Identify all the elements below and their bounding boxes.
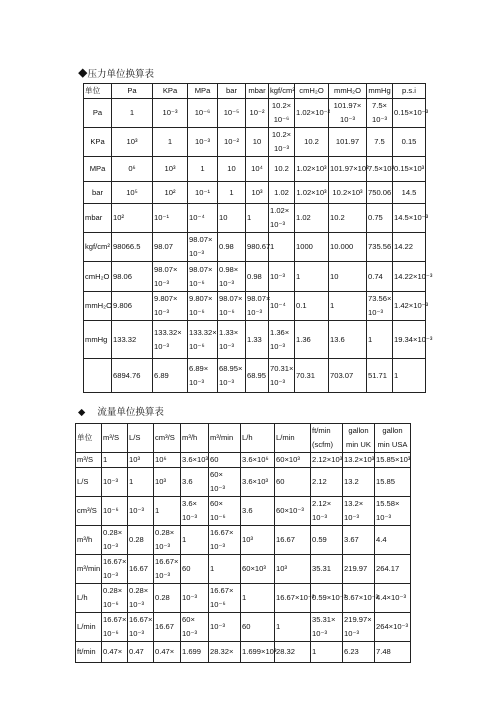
value-cell: 28.32×: [209, 642, 241, 663]
value-cell: 10⁻¹: [188, 182, 218, 204]
pressure-table-title: [78, 66, 154, 80]
value-cell: 60: [209, 453, 241, 468]
value-cell: 1.02×10³: [295, 182, 329, 204]
table-row: [76, 468, 411, 497]
value-cell: 1.699: [181, 642, 209, 663]
header-cell: L/S: [128, 424, 154, 453]
value-cell: 10⁻³: [181, 584, 209, 613]
value-cell: 264×10⁻³: [375, 613, 411, 642]
table-row: [84, 182, 426, 204]
value-cell: 980.67: [246, 233, 269, 262]
header-cell: L/h: [241, 424, 275, 453]
value-cell: 16.67× 10⁻⁶: [102, 613, 128, 642]
value-cell: 9.806: [112, 292, 153, 321]
header-cell: kgf/cm²: [269, 84, 295, 99]
value-cell: 735.56: [367, 233, 393, 262]
value-cell: 16.67: [154, 613, 181, 642]
value-cell: 9.807× 10⁻⁶: [188, 292, 218, 321]
value-cell: 1.36× 10⁻³: [269, 321, 295, 359]
value-cell: 15.85×10³: [375, 453, 411, 468]
value-cell: 1: [246, 204, 269, 233]
value-cell: 0.74: [367, 262, 393, 292]
value-cell: 16.67× 10⁻⁶: [209, 584, 241, 613]
value-cell: 60× 10⁻³: [181, 613, 209, 642]
table-row: [76, 497, 411, 526]
value-cell: 10⁵: [112, 182, 153, 204]
value-cell: 6.89: [153, 359, 188, 393]
value-cell: 10: [246, 128, 269, 157]
value-cell: 1: [393, 359, 426, 393]
table-row: [76, 526, 411, 555]
value-cell: 1.36: [295, 321, 329, 359]
value-cell: 98.07: [153, 233, 188, 262]
value-cell: 3.6: [241, 497, 275, 526]
value-cell: 10⁴: [246, 157, 269, 182]
header-cell: m³/min: [209, 424, 241, 453]
value-cell: 133.32× 10⁻⁶: [188, 321, 218, 359]
value-cell: 16.67× 10⁻³: [209, 526, 241, 555]
value-cell: 1: [188, 157, 218, 182]
value-cell: 68.95: [246, 359, 269, 393]
value-cell: 3.6×10³: [241, 468, 275, 497]
pressure-conversion-table: [83, 83, 433, 393]
row-label-cell: m³/h: [76, 526, 102, 555]
value-cell: 10.000: [329, 233, 367, 262]
pressure-table-header: [84, 84, 426, 99]
table-row: [76, 555, 411, 584]
pressure-title-text: ◆压力单位换算表: [78, 70, 155, 80]
value-cell: 60× 10⁻³: [209, 468, 241, 497]
header-cell: mmHg: [367, 84, 393, 99]
value-cell: 0.59: [311, 526, 343, 555]
value-cell: 10³: [246, 182, 269, 204]
value-cell: 15.58× 10⁻³: [375, 497, 411, 526]
value-cell: 3.67×10⁻³: [343, 584, 375, 613]
value-cell: 3.67: [343, 526, 375, 555]
table-row: [84, 204, 426, 233]
value-cell: 10²: [112, 204, 153, 233]
diamond-icon: ◆: [78, 408, 86, 418]
header-cell: m³/h: [181, 424, 209, 453]
value-cell: 13.6: [329, 321, 367, 359]
value-cell: 28.32: [275, 642, 311, 663]
value-cell: 0.28× 10⁻⁶: [102, 584, 128, 613]
value-cell: 0⁶: [112, 157, 153, 182]
value-cell: 98.06: [112, 262, 153, 292]
value-cell: 1.02×10³: [295, 157, 329, 182]
value-cell: 2.12: [311, 468, 343, 497]
value-cell: 16.67× 10⁻³: [128, 613, 154, 642]
value-cell: 14.22: [393, 233, 426, 262]
row-label-cell: [84, 359, 112, 393]
header-cell: cmH₂O: [295, 84, 329, 99]
value-cell: 0.47×: [154, 642, 181, 663]
value-cell: 2.12× 10⁻³: [311, 497, 343, 526]
value-cell: 10: [218, 157, 246, 182]
value-cell: 10³: [128, 453, 154, 468]
value-cell: 10⁻³: [153, 99, 188, 128]
value-cell: 1.02: [295, 204, 329, 233]
value-cell: 19.34×10⁻³: [393, 321, 426, 359]
table-row: [84, 262, 426, 292]
table-row: [84, 292, 426, 321]
value-cell: 10⁻²: [246, 99, 269, 128]
table-row: [76, 453, 411, 468]
value-cell: 60×10⁻³: [275, 497, 311, 526]
row-label-cell: mmH₂O: [84, 292, 112, 321]
value-cell: 0.75: [367, 204, 393, 233]
value-cell: 0.59×10⁻³: [311, 584, 343, 613]
value-cell: 0.15×10⁻³: [393, 99, 426, 128]
value-cell: 750.06: [367, 182, 393, 204]
value-cell: 0.1: [295, 292, 329, 321]
header-cell: Pa: [112, 84, 153, 99]
value-cell: 1000: [295, 233, 329, 262]
value-cell: 1: [275, 613, 311, 642]
value-cell: 4.4×10⁻³: [375, 584, 411, 613]
value-cell: 60× 10⁻⁶: [209, 497, 241, 526]
row-label-cell: cmH₂O: [84, 262, 112, 292]
value-cell: 16.67: [275, 526, 311, 555]
value-cell: 3.6×10³: [181, 453, 209, 468]
value-cell: 60: [275, 468, 311, 497]
header-cell: m³/S: [102, 424, 128, 453]
value-cell: 60×10³: [275, 453, 311, 468]
table-row: [84, 128, 426, 157]
value-cell: 0.28× 10⁻³: [128, 584, 154, 613]
row-label-cell: ft/min: [76, 642, 102, 663]
value-cell: 264.17: [375, 555, 411, 584]
value-cell: 51.71: [367, 359, 393, 393]
flow-conversion-table: [75, 423, 411, 663]
value-cell: 0.28× 10⁻³: [154, 526, 181, 555]
value-cell: 1.02× 10⁻³: [269, 204, 295, 233]
header-cell: mmH₂O: [329, 84, 367, 99]
value-cell: 16.67×10⁻³: [275, 584, 311, 613]
value-cell: 1: [209, 555, 241, 584]
row-label-cell: mmHg: [84, 321, 112, 359]
value-cell: 15.85: [375, 468, 411, 497]
value-cell: 1: [102, 453, 128, 468]
header-cell: gallon min USA: [375, 424, 411, 453]
value-cell: 10³: [112, 128, 153, 157]
value-cell: 101.97× 10⁻³: [329, 99, 367, 128]
table-row: [76, 642, 411, 663]
value-cell: 10⁻⁴: [188, 204, 218, 233]
value-cell: 1: [153, 128, 188, 157]
table-row: [84, 157, 426, 182]
value-cell: 1: [181, 526, 209, 555]
value-cell: 10: [329, 262, 367, 292]
header-cell: cm³/S: [154, 424, 181, 453]
value-cell: 6.89× 10⁻³: [188, 359, 218, 393]
value-cell: 10²: [153, 182, 188, 204]
value-cell: 1: [311, 642, 343, 663]
value-cell: 14.22×10⁻³: [393, 262, 426, 292]
value-cell: 0.15×10³: [393, 157, 426, 182]
value-cell: 2.12×10³: [311, 453, 343, 468]
value-cell: 0.98: [218, 233, 246, 262]
value-cell: 98.07× 10⁻⁶: [188, 262, 218, 292]
row-label-cell: Pa: [84, 99, 112, 128]
value-cell: 6894.76: [112, 359, 153, 393]
value-cell: 10³: [275, 555, 311, 584]
value-cell: 1.33: [246, 321, 269, 359]
value-cell: 10⁻⁶: [188, 99, 218, 128]
value-cell: 0.28× 10⁻³: [102, 526, 128, 555]
value-cell: 3.6×10⁶: [241, 453, 275, 468]
value-cell: 1.42×10⁻³: [393, 292, 426, 321]
value-cell: 3.6× 10⁻³: [181, 497, 209, 526]
header-cell: MPa: [188, 84, 218, 99]
value-cell: 10.2× 10⁻⁶: [269, 99, 295, 128]
value-cell: 14.5×10⁻³: [393, 204, 426, 233]
value-cell: 98.07× 10⁻³: [188, 233, 218, 262]
value-cell: 98.07× 10⁻⁶: [218, 292, 246, 321]
value-cell: 9.807× 10⁻³: [153, 292, 188, 321]
value-cell: 10⁻³: [128, 497, 154, 526]
value-cell: 60: [181, 555, 209, 584]
value-cell: 7.5: [367, 128, 393, 157]
value-cell: 98.07× 10⁻³: [153, 262, 188, 292]
header-cell: 单位: [76, 424, 102, 453]
value-cell: 73.56× 10⁻³: [367, 292, 393, 321]
value-cell: 1.699×10³: [241, 642, 275, 663]
value-cell: 1: [241, 584, 275, 613]
value-cell: 16.67: [128, 555, 154, 584]
header-cell: p.s.i: [393, 84, 426, 99]
value-cell: 0.47: [128, 642, 154, 663]
value-cell: 10.2: [269, 157, 295, 182]
value-cell: 703.07: [329, 359, 367, 393]
value-cell: 35.31× 10⁻³: [311, 613, 343, 642]
value-cell: 219.97× 10⁻³: [343, 613, 375, 642]
value-cell: 13.2×10³: [343, 453, 375, 468]
value-cell: 10.2× 10⁻³: [269, 128, 295, 157]
value-cell: 101.97×10³: [329, 157, 367, 182]
value-cell: 35.31: [311, 555, 343, 584]
value-cell: 133.32: [112, 321, 153, 359]
table-row: [84, 99, 426, 128]
pressure-table-body: [84, 99, 433, 393]
value-cell: 10⁶: [154, 453, 181, 468]
value-cell: 13.2: [343, 468, 375, 497]
value-cell: 10⁻³: [209, 613, 241, 642]
row-label-cell: L/min: [76, 613, 102, 642]
value-cell: 1.33× 10⁻³: [218, 321, 246, 359]
value-cell: 1: [269, 233, 295, 262]
header-cell: KPa: [153, 84, 188, 99]
row-label-cell: L/S: [76, 468, 102, 497]
table-row: [76, 613, 411, 642]
value-cell: 10³: [153, 157, 188, 182]
value-cell: 10⁻⁶: [102, 497, 128, 526]
value-cell: 10⁻¹: [153, 204, 188, 233]
flow-table-title: [78, 404, 164, 418]
value-cell: 10⁻³: [188, 128, 218, 157]
value-cell: 6.23: [343, 642, 375, 663]
value-cell: 1: [329, 292, 367, 321]
value-cell: 0.47×: [102, 642, 128, 663]
value-cell: 14.5: [393, 182, 426, 204]
value-cell: 133.32× 10⁻³: [153, 321, 188, 359]
row-label-cell: L/h: [76, 584, 102, 613]
value-cell: 60: [241, 613, 275, 642]
value-cell: 16.67× 10⁻³: [154, 555, 181, 584]
table-row: [84, 233, 426, 262]
value-cell: 0.28: [128, 526, 154, 555]
value-cell: 98066.5: [112, 233, 153, 262]
row-label-cell: KPa: [84, 128, 112, 157]
value-cell: 0.98× 10⁻³: [218, 262, 246, 292]
value-cell: 10: [218, 204, 246, 233]
value-cell: 7.5×10³: [367, 157, 393, 182]
row-label-cell: cm³/S: [76, 497, 102, 526]
flow-title-text: 流量单位换算表: [97, 408, 164, 418]
value-cell: 1: [154, 497, 181, 526]
header-cell: bar: [218, 84, 246, 99]
value-cell: 10³: [154, 468, 181, 497]
flow-table-header: [76, 424, 411, 453]
header-cell: L/min: [275, 424, 311, 453]
value-cell: 10.2×10³: [329, 182, 367, 204]
header-cell: ft/min (scfm): [311, 424, 343, 453]
value-cell: 16.67× 10⁻³: [102, 555, 128, 584]
value-cell: 68.95× 10⁻³: [218, 359, 246, 393]
value-cell: 70.31× 10⁻³: [269, 359, 295, 393]
row-label-cell: bar: [84, 182, 112, 204]
value-cell: 1: [112, 99, 153, 128]
value-cell: 4.4: [375, 526, 411, 555]
value-cell: 1: [218, 182, 246, 204]
value-cell: 10⁻⁴: [269, 292, 295, 321]
header-cell: mbar: [246, 84, 269, 99]
value-cell: 98.07× 10⁻³: [246, 292, 269, 321]
table-row: [84, 359, 426, 393]
value-cell: 13.2× 10⁻³: [343, 497, 375, 526]
value-cell: 0.98: [246, 262, 269, 292]
value-cell: 1.02: [269, 182, 295, 204]
row-label-cell: MPa: [84, 157, 112, 182]
value-cell: 10⁻³: [269, 262, 295, 292]
value-cell: 60×10³: [241, 555, 275, 584]
row-label-cell: mbar: [84, 204, 112, 233]
value-cell: 0.28: [154, 584, 181, 613]
value-cell: 7.48: [375, 642, 411, 663]
value-cell: 10³: [241, 526, 275, 555]
value-cell: 1: [367, 321, 393, 359]
row-label-cell: m³/S: [76, 453, 102, 468]
value-cell: 10⁻⁵: [218, 99, 246, 128]
value-cell: 7.5× 10⁻³: [367, 99, 393, 128]
header-cell: gallon min UK: [343, 424, 375, 453]
value-cell: 0.15: [393, 128, 426, 157]
value-cell: 10.2: [295, 128, 329, 157]
row-label-cell: kgf/cm²: [84, 233, 112, 262]
value-cell: 70.31: [295, 359, 329, 393]
value-cell: 10.2: [329, 204, 367, 233]
flow-table-body: [76, 453, 411, 663]
value-cell: 10⁻²: [218, 128, 246, 157]
table-row: [84, 321, 426, 359]
value-cell: 101.97: [329, 128, 367, 157]
row-label-cell: m³/min: [76, 555, 102, 584]
table-row: [76, 584, 411, 613]
value-cell: 1: [295, 262, 329, 292]
value-cell: 219.97: [343, 555, 375, 584]
value-cell: 10⁻³: [102, 468, 128, 497]
value-cell: 1.02×10⁻²: [295, 99, 329, 128]
header-cell: 单位: [84, 84, 112, 99]
value-cell: 1: [128, 468, 154, 497]
value-cell: 3.6: [181, 468, 209, 497]
